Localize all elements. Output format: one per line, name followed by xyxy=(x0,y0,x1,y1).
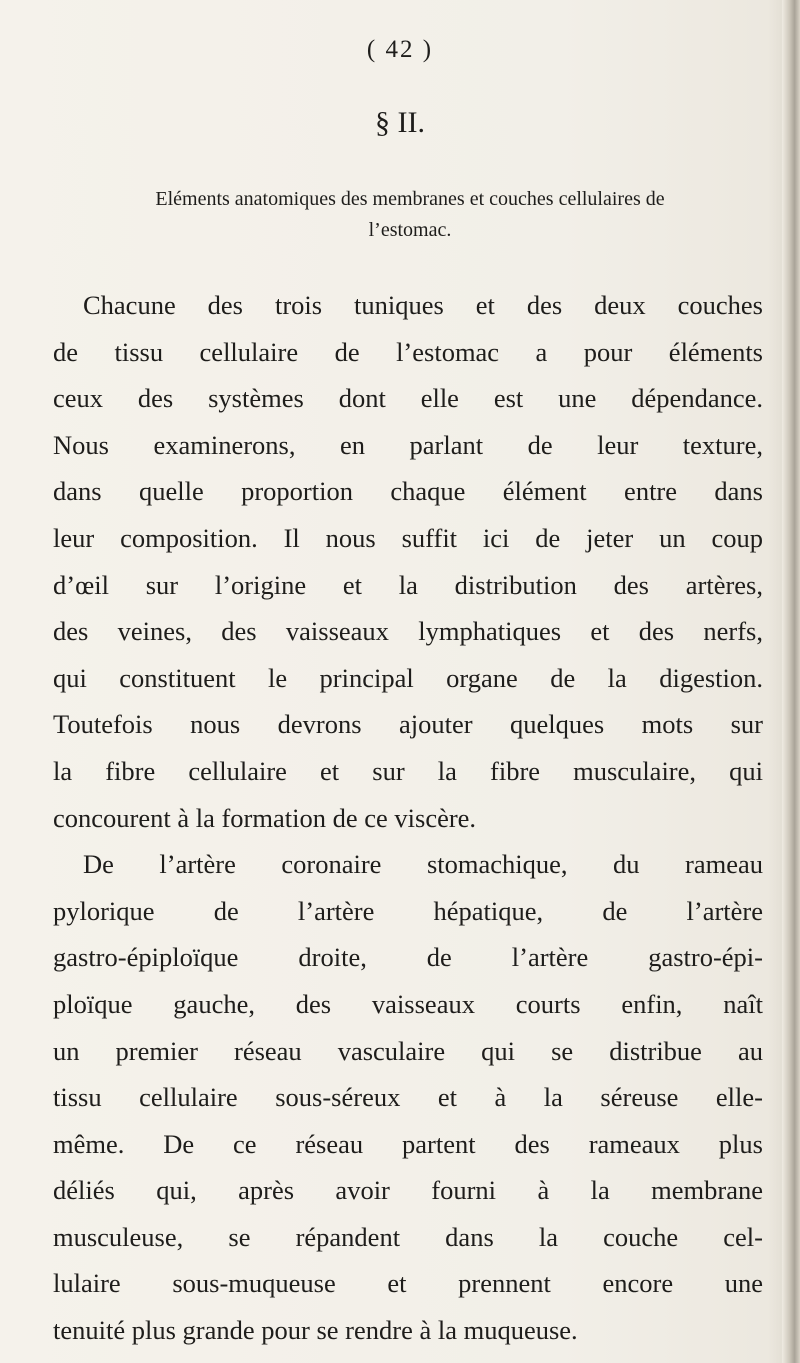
text-line: tenuité plus grande pour se rendre à la muqueuse. xyxy=(53,1315,578,1346)
page-number: ( 42 ) xyxy=(366,36,434,63)
text-line: des veines, des vaisseaux lymphatiques et des nerfs, xyxy=(53,616,763,647)
section-title xyxy=(130,184,690,246)
text-line: De l’artère coronaire stomachique, du rameau xyxy=(83,849,763,880)
text-line: ploïque gauche, des vaisseaux courts enfin, naît xyxy=(53,988,763,1019)
text-line: pylorique de l’artère hépatique, de l’artère xyxy=(53,895,763,926)
text-line: la fibre cellulaire et sur la fibre musculaire, qui xyxy=(53,755,763,786)
text-line: Toutefois nous devrons ajouter quelques mots sur xyxy=(53,709,763,740)
page-edge-shadow xyxy=(782,0,800,1363)
text-line: même. De ce réseau partent des rameaux plus xyxy=(53,1128,763,1159)
text-line: leur composition. Il nous suffit ici de jeter un coup xyxy=(53,522,763,553)
text-line: concourent à la formation de ce viscère. xyxy=(53,802,477,833)
text-line: ceux des systèmes dont elle est une dépendance. xyxy=(53,383,763,414)
text-line: lulaire sous-muqueuse et prennent encore une xyxy=(53,1268,763,1299)
text-line: un premier réseau vasculaire qui se distribue au xyxy=(53,1035,763,1066)
section-heading: § II. xyxy=(375,106,425,139)
body-text xyxy=(53,282,763,1354)
section-title-line: l’estomac. xyxy=(368,219,452,241)
text-line: tissu cellulaire sous-séreux et à la séreuse elle- xyxy=(53,1082,763,1113)
text-line: gastro-épiploïque droite, de l’artère gastro-épi- xyxy=(53,942,763,973)
text-line: déliés qui, après avoir fourni à la membrane xyxy=(53,1175,763,1206)
text-line: dans quelle proportion chaque élément entre dans xyxy=(53,476,763,507)
text-line: d’œil sur l’origine et la distribution des artères, xyxy=(53,569,763,600)
section-title-line: Eléments anatomiques des membranes et couches cellulaires de xyxy=(155,188,665,210)
text-line: musculeuse, se répandent dans la couche cel- xyxy=(53,1221,763,1252)
text-line: qui constituent le principal organe de la digestion. xyxy=(53,662,763,693)
text-line: de tissu cellulaire de l’estomac a pour éléments xyxy=(53,336,763,367)
text-line: Chacune des trois tuniques et des deux couches xyxy=(83,290,763,320)
text-line: Nous examinerons, en parlant de leur texture, xyxy=(53,429,763,460)
